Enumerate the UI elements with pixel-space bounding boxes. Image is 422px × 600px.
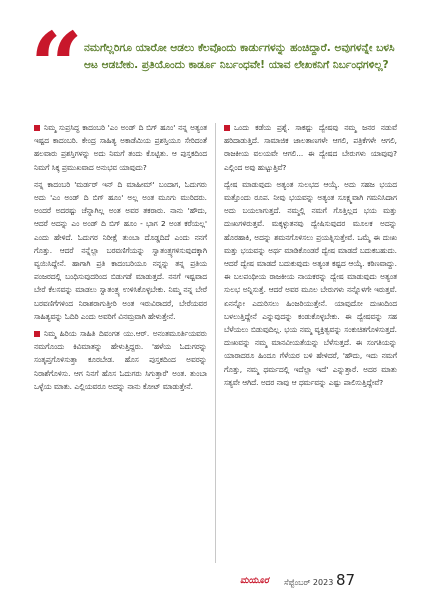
- page-footer: [240, 571, 400, 590]
- question-paragraph: [34, 327, 207, 393]
- question-text: ನಿಮ್ಮ ಸುಪ್ರಸಿದ್ಧ ಕಾದಂಬರಿ 'ಎಂ ಅಂಡ್ ದಿ ಬಿಗ್ ಹೂಂ' ನನ್ನ ಅತ್ಯಂತ ಇಷ್ಟದ ಕಾದಂಬರಿ. ಕೇಂದ್ರ ಸಾಹಿತ್ಯ ಅಕಾಡೆಮಿಯ ಪ್ರಶಸ್ತಿಯೂ ಸೇರಿದಂತೆ ಹಲವಾರು ಪ್ರಶಸ್ತಿಗಳನ್ನು ಅದು ನಿಮಗೆ ತಂದು ಕೊಟ್ಟಿತು. ಆ ಪುಸ್ತಕದಿಂದ ನಿಮಗೆ ಸಿಕ್ಕ ಪ್ರಮುಖವಾದ ಅನುಭವ ಯಾವುದು?: [34, 123, 207, 172]
- question-text: ನಿಮ್ಮ ಹಿರಿಯ ಸಾಹಿತಿ ದಿವಂಗತ ಯು.ಆರ್. ಅನಂತಮೂರ್ತಿಯವರು ನಮಗೊಂದು ಕಿವಿಮಾತನ್ನು ಹೇಳುತ್ತಿದ್ದರು. 'ಹಳೆಯ ಓದುಗರನ್ನು ಸಂತೃಪ್ತಗೊಳಿಸುತ್ತಾ ಕೂರಬೇಡ. ಹೊಸ ಪುಸ್ತಕದಿಂದ ಅವರನ್ನು ನಿರಾಶೆಗೊಳಿಸು. ಆಗ ನಿನಗೆ ಹೊಸ ಓದುಗರು ಸಿಗುತ್ತಾರೆ' ಅಂತ. ತುಂಬಾ ಒಳ್ಳೆಯ ಮಾತು. ಎಲ್ಲಿಯವರೂ ಅದನ್ನು ನಾನು ಕೋಟ್ ಮಾಡುತ್ತೇನೆ.: [34, 329, 207, 391]
- question-paragraph: [224, 121, 397, 174]
- right-column: [224, 121, 397, 393]
- bullet-square-icon: [34, 331, 40, 337]
- bullet-square-icon: [224, 125, 230, 131]
- quote-mark-icon: “: [30, 12, 83, 120]
- issue-date: ಸೆಪ್ಟೆಂಬರ್ 2023: [284, 578, 334, 587]
- page-number: 87: [336, 571, 356, 589]
- magazine-logo: ಮಯೂರ: [240, 576, 269, 586]
- pull-quote: [30, 12, 400, 120]
- column-divider: [215, 123, 216, 563]
- bullet-square-icon: [34, 125, 40, 131]
- left-column: [34, 121, 207, 397]
- question-paragraph: [34, 121, 207, 174]
- question-text: ಒಂದು ಕಡೆಯ ಪ್ರಶ್ನೆ. ಸಾಕಷ್ಟು ದ್ವೇಷವು ನಮ್ಮ ಜನರ ನಡುವೆ ಹರಿದಾಡುತ್ತಿದೆ. ಸಾಮಾಜಿಕ ಜಾಲತಾಣಗಳೇ ಆಗಲಿ, ಪತ್ರಿಕೆಗಳೇ ಆಗಲಿ, ರಾಜಕೀಯ ವಲಯವೇ ಆಗಲಿ... ಈ ದ್ವೇಷದ ಬೇರುಗಳು ಯಾವುವು? ಎಲ್ಲಿಂದ ಅವು ಹುಟ್ಟುತ್ತಿವೆ?: [224, 123, 397, 172]
- answer-paragraph: ನನ್ನ ಕಾದಂಬರಿ 'ಮರ್ಡರ್ ಇನ್ ದಿ ಮಾಹೀಮ್' ಬಂದಾಗ, ಓದುಗರು ಅದು 'ಎಂ ಅಂಡ್ ದಿ ಬಿಗ್ ಹೂಂ' ಅಲ್ಲ ಅಂತ ಮೂಗು ಮುರಿದರು. ಅಂದರೆ ಅದರಷ್ಟು ಚೆನ್ನಾಗಿಲ್ಲ ಅಂತ ಅವರ ತಕರಾರು. ನಾನು 'ಹೌದು, ಆದರೆ ಅದನ್ನು ಎಂ ಅಂಡ್ ದಿ ಬಿಗ್ ಹೂಂ - ಭಾಗ 2 ಅಂತ ಕರೆಯಲ್ಲ' ಎಂದು ಹೇಳಿದೆ. ಓದುಗರ ನಿರೀಕ್ಷೆ ತುಂಬಾ ದೊಡ್ಡದಿದೆ ಎಂದು ನನಗೆ ಗೊತ್ತು. ಆದರೆ ನನ್ನೆಲ್ಲಾ ಬರವಣಿಗೆಯನ್ನು ಸ್ವಾತಂತ್ರ್ಯಗಳಿಸುವುದಕ್ಕಾಗಿ ವ್ಯಯಿಸಿದ್ದೇನೆ. ಹಾಗಾಗಿ ಪ್ರತಿ ಕಾದಂಬರಿಯೂ ನನ್ನನ್ನು ತನ್ನ ಪ್ರತಿಯ ಪಂಜರದಲ್ಲಿ ಬಂಧಿಸುವುದರಿಂದ ಬಿಡುಗಡೆ ಮಾಡುತ್ತದೆ. ನನಗೆ ಇಷ್ಟವಾದ ಬೇರೆ ಕೆಲಸವನ್ನು ಮಾಡಲು ಸ್ವಾತಂತ್ರ್ಯ ಉಳಿಸಿಕೊಳ್ಳಬೇಕು. ನಿಮ್ಮ ನನ್ನ ಬೇರೆ ಬರವಣಿಗೆಗಳಿಂದ ನಿರಾಶರಾಗುತ್ತೀರಿ ಅಂತ ಇರುವಿರಾದರೆ, ಬೇರೆಯವರ ಸಾಹಿತ್ಯವನ್ನು ಓದಿರಿ ಎಂದು ಅವರಿಗೆ ವಿನಮ್ರವಾಗಿ ಹೇಳುತ್ತೇನೆ.: [34, 179, 207, 321]
- answer-paragraph: ದ್ವೇಷ ಮಾಡುವುದು ಅತ್ಯಂತ ಸುಲಭದ ಆಯ್ಕೆ. ಅದು ಸಹಜ ಭಯದ ಮತ್ತೊಂದು ರೂಪ. ನೀವು ಭಯವನ್ನು ಅತ್ಯಂತ ಸೂಕ್ಷ್ಮವಾಗಿ ಗಮನಿಸಿದಾಗ ಅದು ಬಯಲಾಗುತ್ತದೆ. ನಮ್ಮಲ್ಲಿ ನಮಗೆ ಗೊತ್ತಿಲ್ಲದ ಭಯ ಮತ್ತು ದುಃಖಗಳಿರುತ್ತವೆ. ಮಕ್ಕಳ್ಳುತನವು ದ್ವೇಷಿಸುವುದರ ಮೂಲಕ ಅದನ್ನು ಹೊರಹಾಕಿ, ಅದನ್ನು ಶಮನಗೊಳಿಸಲು ಪ್ರಯತ್ನಿಸುತ್ತೇವೆ. ಒಮ್ಮೆ ಈ ದುಃಖ ಮತ್ತು ಭಯವನ್ನು ಅರ್ಥ ಮಾಡಿಕೊಂಡರೆ ದ್ವೇಷ ಮಾಡದೆ ಬದುಕಬಹುದು. ಆದರೆ ದ್ವೇಷ ಮಾಡದೆ ಬದುಕುವುದು ಅತ್ಯಂತ ಕಷ್ಟದ ಆಯ್ಕೆ. ಕಠಿಣವಾದ್ದು. ಈ ಬಲಪಂಥೀಯ ರಾಜಕೀಯ ನಾಯಕರನ್ನು ದ್ವೇಷ ಮಾಡುವುದು ಅತ್ಯಂತ ಸುಲಭ ಅನ್ನಿಸುತ್ತೆ. ಆದರೆ ಅವರ ಮೂಲ ಬೇರುಗಳು ನನ್ನೊಳಗೇ ಇರುತ್ತವೆ. ಏನನ್ನೋ ಎದುರಿಸಲು ಹಿಂಜರಿಯುತ್ತೇನೆ. ಯಾವುದೋ ದುಃಖದಿಂದ ಬಳಲುತ್ತಿದ್ದೇನೆ ಎನ್ನುವುದನ್ನು ಕಂಡುಕೊಳ್ಳಬೇಕು. ಈ ದ್ವೇಷವನ್ನು ಸಹ ಬೆಳೆಯಲು ಬಿಡುವುದಿಲ್ಲ. ಭಯ ನಮ್ಮ ವ್ಯಕ್ತಿತ್ವವನ್ನು ಸಂಕುಚಿತಗೊಳಿಸುತ್ತದೆ. ದುಃಖವನ್ನು ನಮ್ಮ ಮಾನವೀಯತೆಯನ್ನು ಬೆಳೆಸುತ್ತದೆ. ಈ ಸಂಗತಿಯನ್ನು ಯಾರಾದರೂ ಹಿಂದೂ ಗೆಳೆಯರ ಬಳಿ ಹೇಳಿದರೆ, 'ಹೌದು, ಇದು ನಮಗೆ ಗೊತ್ತು, ನಮ್ಮ ಧರ್ಮದಲ್ಲಿ ಇದೆಲ್ಲಾ ಇದೆ' ಎನ್ನುತ್ತಾರೆ. ಅದರ ಮಾತು ಸತ್ಯವೇ ಆಗಿದೆ. ಅದರ ನಾವು ಆ ಧರ್ಮವನ್ನು ಎಷ್ಟು ಪಾಲಿಸುತ್ತಿದ್ದೇವೆ?: [224, 179, 397, 387]
- pull-quote-text: ನಮಗೆಲ್ಲರಿಗೂ ಯಾರೋ ಆಡಲು ಕೆಲವೊಂದು ಕಾರ್ಡುಗಳನ್ನು ಹಂಚಿದ್ದಾರೆ. ಅವುಗಳನ್ನೇ ಬಳಸಿ ಆಟ ಆಡಬೇಕು. ಪ್ರತಿಯೊಂದು ಕಾರ್ಡೂ ನಿರ್ಬಂಧವೇ! ಯಾವ ಲೇಖಕನಿಗೆ ನಿರ್ಬಂಧಗಳಿಲ್ಲ?: [84, 42, 395, 71]
